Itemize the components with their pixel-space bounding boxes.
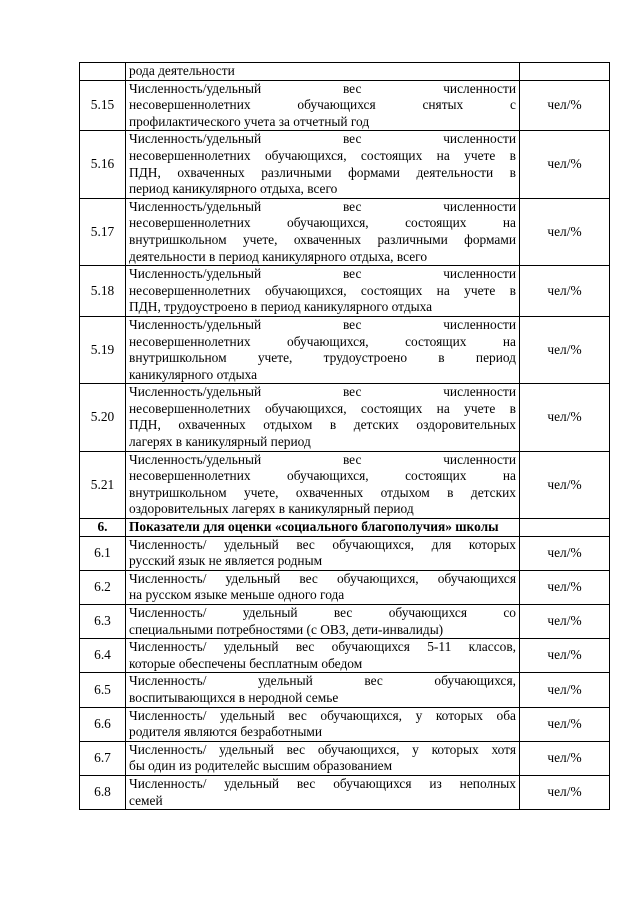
indicator-description-cell: [126, 80, 520, 131]
description-line: несовершеннолетних обучающихся, состоящих на учете в: [129, 400, 516, 416]
indicator-description-cell: [126, 519, 520, 537]
indicator-description-cell: [126, 384, 520, 451]
description-line: несовершеннолетних обучающихся, состоящих на: [129, 468, 516, 484]
indicators-table: [79, 62, 610, 810]
description-line: Численность/ удельный вес обучающихся из неполных: [129, 775, 516, 791]
description-line: ПДН, охваченных отдыхом в детских оздоровительных: [129, 417, 516, 433]
table-row: [80, 570, 610, 604]
description-line: Численность/ удельный вес обучающихся 5-11 классов,: [129, 639, 516, 655]
description-line: период каникулярного отдыха, всего: [129, 181, 338, 197]
description-line: специальными потребностями (с ОВЗ, дети-инвалиды): [129, 621, 444, 637]
description-line: Численность/ удельный вес обучающихся, для которых: [129, 536, 516, 552]
row-number-cell: 5.18: [80, 266, 126, 317]
unit-cell: чел/%: [520, 451, 610, 518]
description-line: лагерях в каникулярный период: [129, 434, 311, 450]
indicators-table-body: [80, 63, 610, 810]
indicator-description-cell: [126, 605, 520, 639]
row-number-cell: 5.21: [80, 451, 126, 518]
row-number-cell: 6.: [80, 519, 126, 537]
indicator-description-cell: [126, 741, 520, 775]
row-number-cell: 6.6: [80, 707, 126, 741]
row-number-cell: 5.15: [80, 80, 126, 131]
unit-cell: чел/%: [520, 536, 610, 570]
row-number-cell: 6.8: [80, 775, 126, 809]
description-line: Численность/удельный вес численности: [129, 131, 516, 147]
description-line: Численность/удельный вес численности: [129, 80, 516, 96]
description-line: несовершеннолетних обучающихся, состоящих на: [129, 215, 516, 231]
unit-cell: [520, 63, 610, 81]
table-row: [80, 131, 610, 198]
row-number-cell: 5.17: [80, 198, 126, 265]
description-line: профилактического учета за отчетный год: [129, 113, 370, 129]
description-line: Численность/удельный вес численности: [129, 266, 516, 282]
row-number-cell: 6.7: [80, 741, 126, 775]
indicator-description-cell: [126, 707, 520, 741]
table-row: [80, 775, 610, 809]
description-line: Численность/удельный вес численности: [129, 451, 516, 467]
description-line: Численность/ удельный вес обучающихся,: [129, 673, 516, 689]
description-line: которые обеспечены бесплатным обедом: [129, 655, 363, 671]
description-line: несовершеннолетних обучающихся, состоящих на учете в: [129, 147, 516, 163]
description-line: Численность/удельный вес численности: [129, 316, 516, 332]
unit-cell: чел/%: [520, 316, 610, 383]
indicator-description-cell: [126, 639, 520, 673]
table-row: [80, 63, 610, 81]
table-row: [80, 536, 610, 570]
description-line: ПДН, трудоустроено в период каникулярного отдыха: [129, 299, 433, 315]
unit-cell: чел/%: [520, 266, 610, 317]
indicator-description-cell: [126, 673, 520, 707]
table-row: [80, 198, 610, 265]
table-row: [80, 266, 610, 317]
section-header-row: [80, 519, 610, 537]
unit-cell: чел/%: [520, 605, 610, 639]
unit-cell: чел/%: [520, 198, 610, 265]
description-line: деятельности в период каникулярного отдыха, всего: [129, 248, 428, 264]
description-line: несовершеннолетних обучающихся, состоящих на: [129, 333, 516, 349]
description-line: Численность/ удельный вес обучающихся, обучающихся: [129, 570, 516, 586]
row-number-cell: 5.19: [80, 316, 126, 383]
indicator-description-cell: [126, 536, 520, 570]
unit-cell: чел/%: [520, 131, 610, 198]
indicator-description-cell: [126, 131, 520, 198]
unit-cell: чел/%: [520, 707, 610, 741]
row-number-cell: 5.20: [80, 384, 126, 451]
description-line: оздоровительных лагерях в каникулярный период: [129, 501, 414, 517]
indicator-description-cell: [126, 266, 520, 317]
unit-cell: чел/%: [520, 673, 610, 707]
description-line: на русском языке меньше одного года: [129, 587, 345, 603]
description-line: Численность/удельный вес численности: [129, 198, 516, 214]
unit-cell: чел/%: [520, 775, 610, 809]
table-row: [80, 605, 610, 639]
indicator-description-cell: [126, 451, 520, 518]
table-row: [80, 741, 610, 775]
description-line: несовершеннолетних обучающихся, состоящих на учете в: [129, 282, 516, 298]
description-line: Численность/ удельный вес обучающихся, у которых хотя: [129, 741, 516, 757]
description-line: внутришкольном учете, охваченных различными формами: [129, 231, 516, 247]
table-row: [80, 451, 610, 518]
description-line: бы один из родителейс высшим образованием: [129, 758, 393, 774]
table-row: [80, 673, 610, 707]
row-number-cell: 6.4: [80, 639, 126, 673]
description-line: русский язык не является родным: [129, 553, 323, 569]
unit-cell: чел/%: [520, 384, 610, 451]
indicator-description-cell: [126, 63, 520, 81]
description-line: внутришкольном учете, охваченных отдыхом в детских: [129, 484, 516, 500]
table-row: [80, 384, 610, 451]
description-line: родителя являются безработными: [129, 724, 323, 740]
unit-cell: чел/%: [520, 80, 610, 131]
table-row: [80, 80, 610, 131]
description-line: Численность/удельный вес численности: [129, 384, 516, 400]
unit-cell: чел/%: [520, 741, 610, 775]
unit-cell: [520, 519, 610, 537]
row-number-cell: 6.2: [80, 570, 126, 604]
description-line: рода деятельности: [129, 63, 235, 78]
description-line: ПДН, охваченных различными формами деятельности в: [129, 164, 516, 180]
description-line: воспитывающихся в неродной семье: [129, 689, 339, 705]
unit-cell: чел/%: [520, 570, 610, 604]
description-line: семей: [129, 792, 163, 808]
indicator-description-cell: [126, 316, 520, 383]
indicator-description-cell: [126, 570, 520, 604]
row-number-cell: [80, 63, 126, 81]
row-number-cell: 6.3: [80, 605, 126, 639]
table-row: [80, 707, 610, 741]
description-line: внутришкольном учете, трудоустроено в период: [129, 350, 516, 366]
row-number-cell: 5.16: [80, 131, 126, 198]
description-line: Численность/ удельный вес обучающихся, у которых оба: [129, 707, 516, 723]
indicator-description-cell: [126, 198, 520, 265]
table-row: [80, 639, 610, 673]
description-line: каникулярного отдыха: [129, 366, 258, 382]
description-line: несовершеннолетних обучающихся снятых с: [129, 97, 516, 113]
row-number-cell: 6.5: [80, 673, 126, 707]
row-number-cell: 6.1: [80, 536, 126, 570]
unit-cell: чел/%: [520, 639, 610, 673]
indicator-description-cell: [126, 775, 520, 809]
table-row: [80, 316, 610, 383]
description-line: Показатели для оценки «социального благополучия» школы: [129, 519, 499, 535]
description-line: Численность/ удельный вес обучающихся со: [129, 605, 516, 620]
